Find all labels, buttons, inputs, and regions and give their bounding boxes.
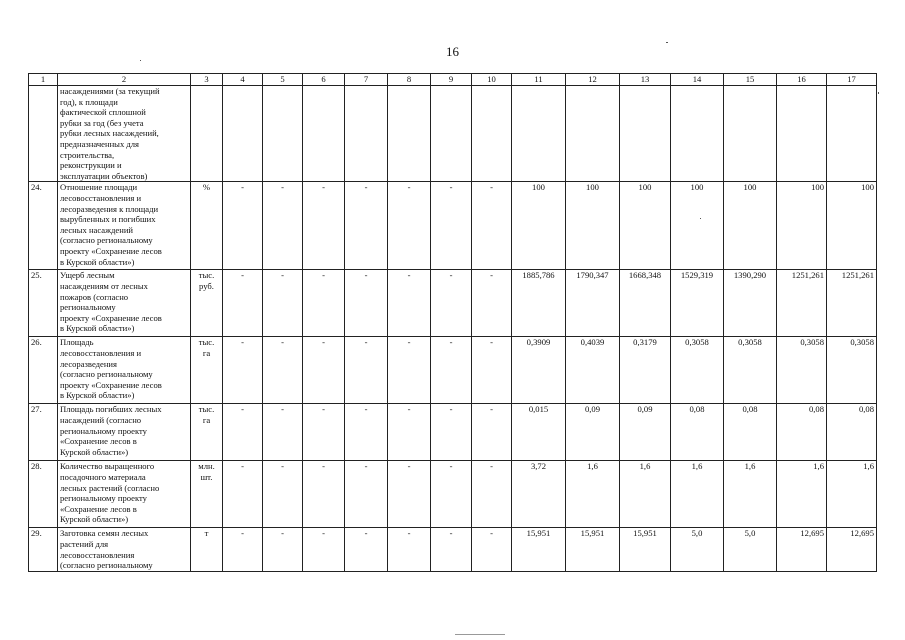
- value-cell: -: [431, 270, 472, 337]
- indicator-name-line: вырубленных и погибших: [60, 214, 156, 225]
- value-cell: 0,3909: [512, 337, 566, 404]
- indicator-name-line: Курской области»): [60, 446, 129, 457]
- value-cell: 100: [724, 182, 777, 270]
- value-cell: -: [431, 528, 472, 571]
- value-cell: 1,6: [620, 461, 671, 528]
- value-cell: 0,09: [620, 404, 671, 461]
- value-cell: 1790,347: [566, 270, 620, 337]
- indicator-name-line: растений для: [60, 538, 109, 549]
- indicator-name-line: Отношение площади: [60, 182, 138, 193]
- column-header: 13: [620, 74, 671, 86]
- indicator-name-line: Количество выращенного: [60, 461, 155, 472]
- indicator-name: [58, 461, 191, 528]
- value-cell: -: [472, 461, 512, 528]
- indicator-name-line: реконструкции и: [60, 160, 122, 171]
- indicator-name-line: рубки за год (без учета: [60, 117, 144, 128]
- value-cell: -: [263, 461, 303, 528]
- value-cell: -: [472, 182, 512, 270]
- value-cell: -: [472, 270, 512, 337]
- value-cell: 0,3058: [827, 337, 877, 404]
- value-cell: -: [303, 337, 345, 404]
- scan-speck: [666, 42, 668, 43]
- value-cell: 1,6: [724, 461, 777, 528]
- scan-speck: [455, 634, 505, 635]
- indicator-name: [58, 528, 191, 571]
- value-cell: 15,951: [566, 528, 620, 571]
- value-cell: -: [388, 270, 431, 337]
- value-cell: -: [431, 337, 472, 404]
- indicator-name: [58, 182, 191, 270]
- column-header: 11: [512, 74, 566, 86]
- indicator-name-line: фактической сплошной: [60, 107, 146, 118]
- indicator-name: [58, 86, 191, 182]
- indicator-name-line: в Курской области»): [60, 323, 135, 334]
- value-cell: 0,08: [671, 404, 724, 461]
- column-header: 7: [345, 74, 388, 86]
- indicator-name-line: проекту «Сохранение лесов: [60, 245, 162, 256]
- value-cell: 100: [671, 182, 724, 270]
- value-cell: 1390,290: [724, 270, 777, 337]
- column-header: 1: [29, 74, 58, 86]
- table-row: [29, 461, 877, 528]
- value-cell: 1529,319: [671, 270, 724, 337]
- value-cell: -: [388, 182, 431, 270]
- indicator-name-line: лесоразведения: [60, 358, 117, 369]
- value-cell: -: [345, 337, 388, 404]
- unit-line: га: [202, 347, 211, 358]
- row-number: 26.: [29, 337, 58, 404]
- indicator-name-line: Заготовка семян лесных: [60, 528, 149, 539]
- column-header: 12: [566, 74, 620, 86]
- indicator-name-line: эксплуатации объектов): [60, 170, 148, 181]
- value-cell: 100: [827, 182, 877, 270]
- value-cell: [303, 86, 345, 182]
- value-cell: -: [223, 528, 263, 571]
- value-cell: -: [303, 182, 345, 270]
- value-cell: 5,0: [724, 528, 777, 571]
- value-cell: -: [263, 528, 303, 571]
- table-body: [29, 86, 877, 572]
- indicator-name: [58, 404, 191, 461]
- unit-line: га: [202, 414, 211, 425]
- indicator-name-line: Ущерб лесным: [60, 270, 115, 281]
- indicator-name-line: насаждениями (за текущий: [60, 86, 160, 96]
- value-cell: 0,08: [724, 404, 777, 461]
- value-cell: 100: [512, 182, 566, 270]
- value-cell: -: [303, 404, 345, 461]
- column-header: 10: [472, 74, 512, 86]
- value-cell: -: [431, 182, 472, 270]
- value-cell: 100: [777, 182, 827, 270]
- row-number: 28.: [29, 461, 58, 528]
- column-header: 3: [191, 74, 223, 86]
- value-cell: 0,3179: [620, 337, 671, 404]
- row-number: 27.: [29, 404, 58, 461]
- value-cell: 12,695: [777, 528, 827, 571]
- value-cell: -: [263, 270, 303, 337]
- indicator-name-line: Площадь: [60, 337, 94, 348]
- indicator-name: [58, 337, 191, 404]
- value-cell: 100: [620, 182, 671, 270]
- indicator-name: [58, 270, 191, 337]
- indicator-name-line: проекту «Сохранение лесов: [60, 312, 162, 323]
- value-cell: 0,08: [777, 404, 827, 461]
- value-cell: -: [303, 461, 345, 528]
- scan-speck: [878, 92, 879, 94]
- value-cell: -: [303, 528, 345, 571]
- indicator-name-line: пожаров (согласно: [60, 291, 129, 302]
- indicator-name-line: насаждениям от лесных: [60, 280, 148, 291]
- table-row: [29, 270, 877, 337]
- column-header: 8: [388, 74, 431, 86]
- indicator-name-line: лесовосстановления и: [60, 347, 142, 358]
- indicator-name-line: в Курской области»): [60, 256, 135, 267]
- value-cell: -: [472, 337, 512, 404]
- scan-speck: [140, 60, 141, 61]
- value-cell: -: [472, 528, 512, 571]
- value-cell: 3,72: [512, 461, 566, 528]
- column-header: 17: [827, 74, 877, 86]
- value-cell: 5,0: [671, 528, 724, 571]
- indicator-name-line: проекту «Сохранение лесов: [60, 379, 162, 390]
- indicator-name-line: в Курской области»): [60, 390, 135, 401]
- value-cell: -: [388, 404, 431, 461]
- table-row: [29, 337, 877, 404]
- unit-of-measure: [191, 404, 223, 461]
- indicator-name-line: лесоразведения к площади: [60, 203, 159, 214]
- value-cell: -: [223, 182, 263, 270]
- unit-line: млн.: [198, 461, 215, 472]
- table-row: [29, 528, 877, 571]
- value-cell: -: [345, 182, 388, 270]
- indicator-name-line: (согласно региональному: [60, 369, 153, 380]
- table-row: [29, 182, 877, 270]
- column-header: 5: [263, 74, 303, 86]
- indicator-name-line: лесовосстановления: [60, 549, 135, 560]
- value-cell: -: [345, 404, 388, 461]
- indicator-name-line: региональному проекту: [60, 493, 147, 504]
- indicator-name-line: предназначенных для: [60, 138, 140, 149]
- indicator-name-line: рубки лесных насаждений,: [60, 128, 159, 139]
- value-cell: -: [223, 461, 263, 528]
- value-cell: 12,695: [827, 528, 877, 571]
- value-cell: 1,6: [827, 461, 877, 528]
- unit-line: тыс.: [198, 270, 215, 281]
- value-cell: [263, 86, 303, 182]
- column-header: 9: [431, 74, 472, 86]
- header-row: [29, 74, 877, 86]
- value-cell: [388, 86, 431, 182]
- column-header: 6: [303, 74, 345, 86]
- value-cell: 0,3058: [724, 337, 777, 404]
- column-header: 4: [223, 74, 263, 86]
- value-cell: -: [345, 528, 388, 571]
- indicator-name-line: лесовосстановления и: [60, 192, 142, 203]
- unit-of-measure: [191, 270, 223, 337]
- value-cell: -: [472, 404, 512, 461]
- indicator-name-line: лесных насаждений: [60, 224, 134, 235]
- value-cell: -: [431, 404, 472, 461]
- indicator-name-line: «Сохранение лесов в: [60, 503, 137, 514]
- value-cell: 0,08: [827, 404, 877, 461]
- row-number: 29.: [29, 528, 58, 571]
- value-cell: [827, 86, 877, 182]
- value-cell: [671, 86, 724, 182]
- column-header: 14: [671, 74, 724, 86]
- value-cell: -: [223, 404, 263, 461]
- value-cell: -: [263, 337, 303, 404]
- value-cell: 1251,261: [827, 270, 877, 337]
- indicator-name-line: региональному: [60, 302, 116, 313]
- value-cell: -: [431, 461, 472, 528]
- indicator-name-line: насаждений (согласно: [60, 414, 142, 425]
- value-cell: 0,3058: [671, 337, 724, 404]
- value-cell: [777, 86, 827, 182]
- unit-of-measure: [191, 86, 223, 182]
- indicator-name-line: год), к площади: [60, 96, 118, 107]
- column-header: 2: [58, 74, 191, 86]
- indicator-name-line: посадочного материала: [60, 471, 146, 482]
- unit-line: руб.: [199, 280, 214, 291]
- unit-of-measure: [191, 182, 223, 270]
- value-cell: 1251,261: [777, 270, 827, 337]
- value-cell: [431, 86, 472, 182]
- row-number: 24.: [29, 182, 58, 270]
- unit-of-measure: [191, 528, 223, 571]
- unit-of-measure: [191, 461, 223, 528]
- scan-speck: [700, 218, 701, 219]
- value-cell: [345, 86, 388, 182]
- value-cell: -: [223, 337, 263, 404]
- unit-line: шт.: [200, 471, 213, 482]
- value-cell: [223, 86, 263, 182]
- value-cell: 15,951: [620, 528, 671, 571]
- page-number: 16: [446, 44, 459, 59]
- value-cell: 1885,786: [512, 270, 566, 337]
- indicator-name-line: строительства,: [60, 149, 115, 160]
- indicator-name-line: региональному проекту: [60, 425, 147, 436]
- value-cell: [566, 86, 620, 182]
- value-cell: 0,015: [512, 404, 566, 461]
- indicator-name-line: лесных растений (согласно: [60, 482, 160, 493]
- value-cell: -: [345, 270, 388, 337]
- indicator-name-line: Курской области»): [60, 514, 129, 525]
- unit-line: %: [202, 182, 211, 193]
- indicator-name-line: «Сохранение лесов в: [60, 436, 137, 447]
- value-cell: -: [345, 461, 388, 528]
- value-cell: 1668,348: [620, 270, 671, 337]
- value-cell: -: [388, 461, 431, 528]
- unit-line: т: [204, 528, 209, 539]
- value-cell: [724, 86, 777, 182]
- value-cell: -: [303, 270, 345, 337]
- value-cell: [512, 86, 566, 182]
- row-number: [29, 86, 58, 182]
- value-cell: 1,6: [777, 461, 827, 528]
- value-cell: 100: [566, 182, 620, 270]
- unit-line: тыс.: [198, 404, 215, 415]
- value-cell: 15,951: [512, 528, 566, 571]
- unit-line: тыс.: [198, 337, 215, 348]
- value-cell: 1,6: [671, 461, 724, 528]
- value-cell: -: [263, 404, 303, 461]
- column-header: 16: [777, 74, 827, 86]
- table-row: [29, 404, 877, 461]
- indicator-name-line: (согласно региональному: [60, 560, 153, 571]
- column-header: 15: [724, 74, 777, 86]
- value-cell: -: [223, 270, 263, 337]
- indicators-table: [28, 73, 877, 572]
- value-cell: -: [263, 182, 303, 270]
- indicator-name-line: Площадь погибших лесных: [60, 404, 162, 415]
- value-cell: 1,6: [566, 461, 620, 528]
- row-number: 25.: [29, 270, 58, 337]
- value-cell: 0,3058: [777, 337, 827, 404]
- indicator-name-line: (согласно региональному: [60, 235, 153, 246]
- table-row: [29, 86, 877, 182]
- value-cell: 0,4039: [566, 337, 620, 404]
- value-cell: -: [388, 528, 431, 571]
- unit-of-measure: [191, 337, 223, 404]
- value-cell: 0,09: [566, 404, 620, 461]
- value-cell: -: [388, 337, 431, 404]
- value-cell: [620, 86, 671, 182]
- value-cell: [472, 86, 512, 182]
